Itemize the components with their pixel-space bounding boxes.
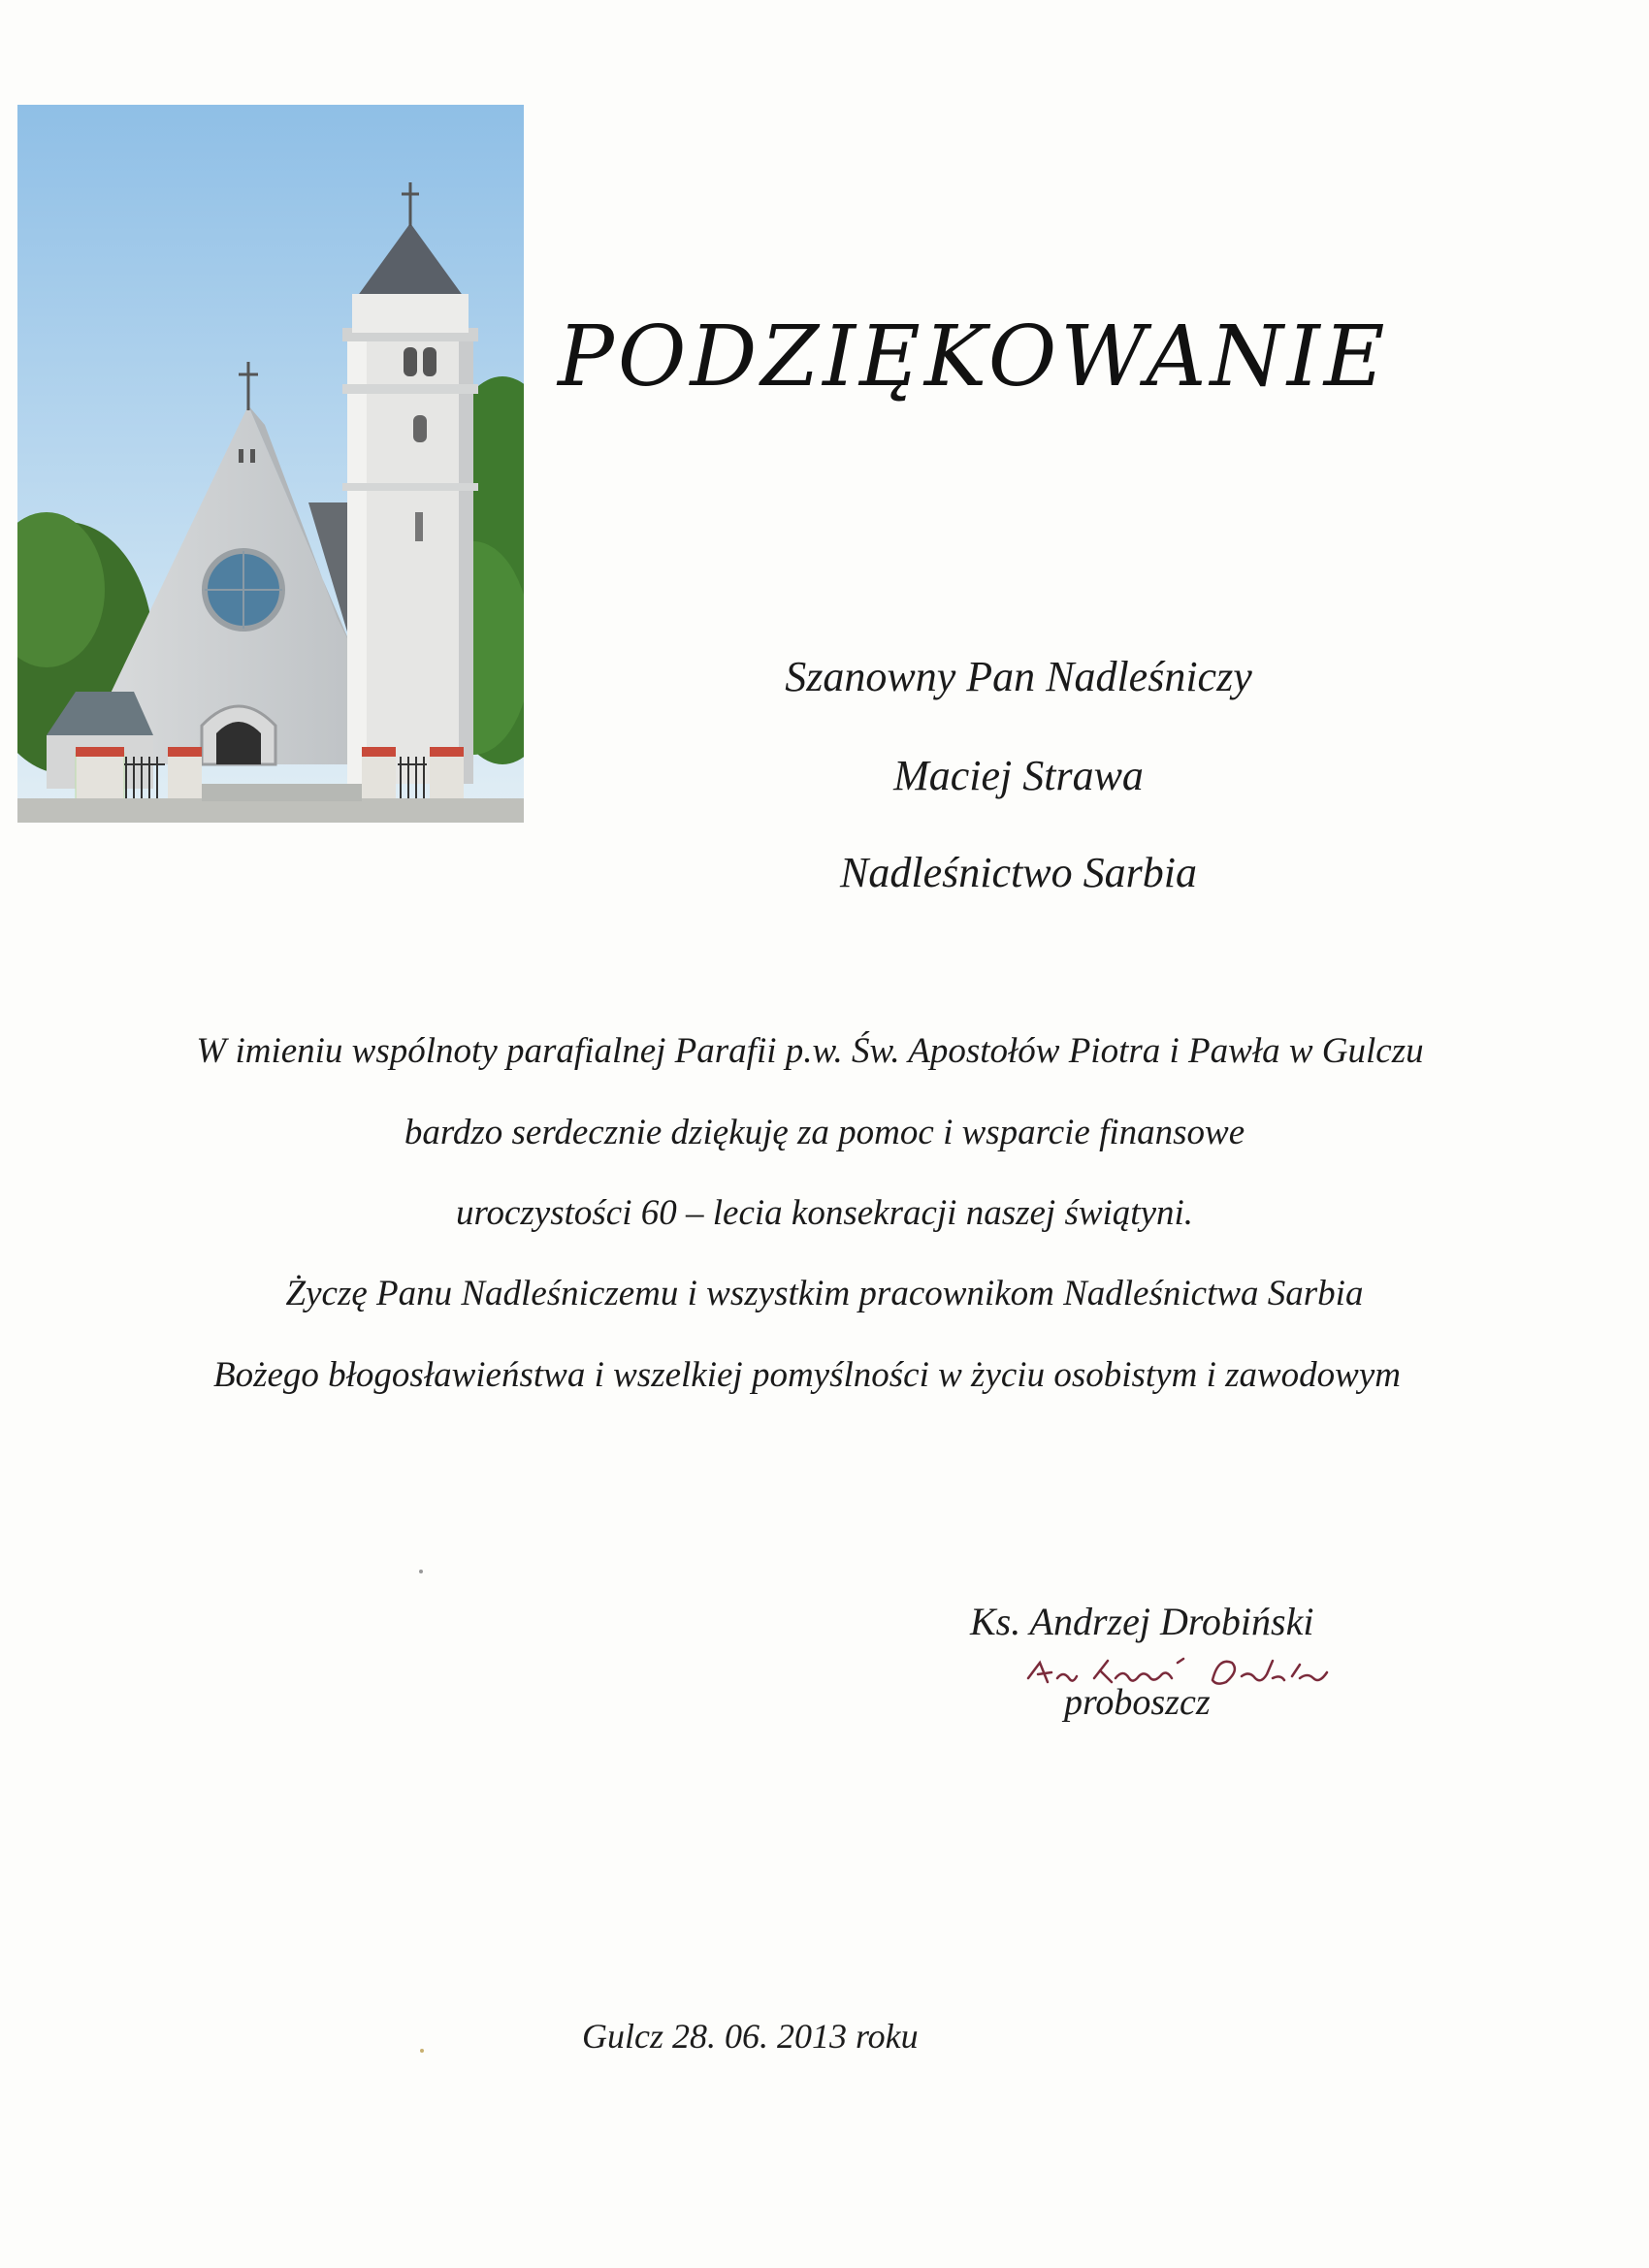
place-date: Gulcz 28. 06. 2013 roku [582,2017,919,2056]
body-line: Życzę Panu Nadleśniczemu i wszystkim pracownikom Nadleśnictwa Sarbia [285,1274,1364,1313]
addressee-salutation: Szanowny Pan Nadleśniczy [785,653,1252,700]
document-title: PODZIĘKOWANIE [558,308,1389,405]
scan-speck [419,1570,423,1573]
signatory-name: Ks. Andrzej Drobiński [970,1600,1314,1643]
signatory-role: proboszcz [1064,1682,1211,1723]
church-photo [17,105,524,823]
body-line: bardzo serdecznie dziękuję za pomoc i wsparcie finansowe [404,1113,1245,1152]
scan-speck [420,2049,424,2053]
body-line: Bożego błogosławieństwa i wszelkiej pomyślności w życiu osobistym i zawodowym [212,1355,1402,1395]
addressee-institution: Nadleśnictwo Sarbia [840,849,1197,896]
body-line: uroczystości 60 – lecia konsekracji naszej świątyni. [455,1193,1194,1233]
body-line: W imieniu wspólnoty parafialnej Parafii p.w. Św. Apostołów Piotra i Pawła w Gulczu [196,1031,1424,1071]
addressee-name: Maciej Strawa [893,752,1144,799]
